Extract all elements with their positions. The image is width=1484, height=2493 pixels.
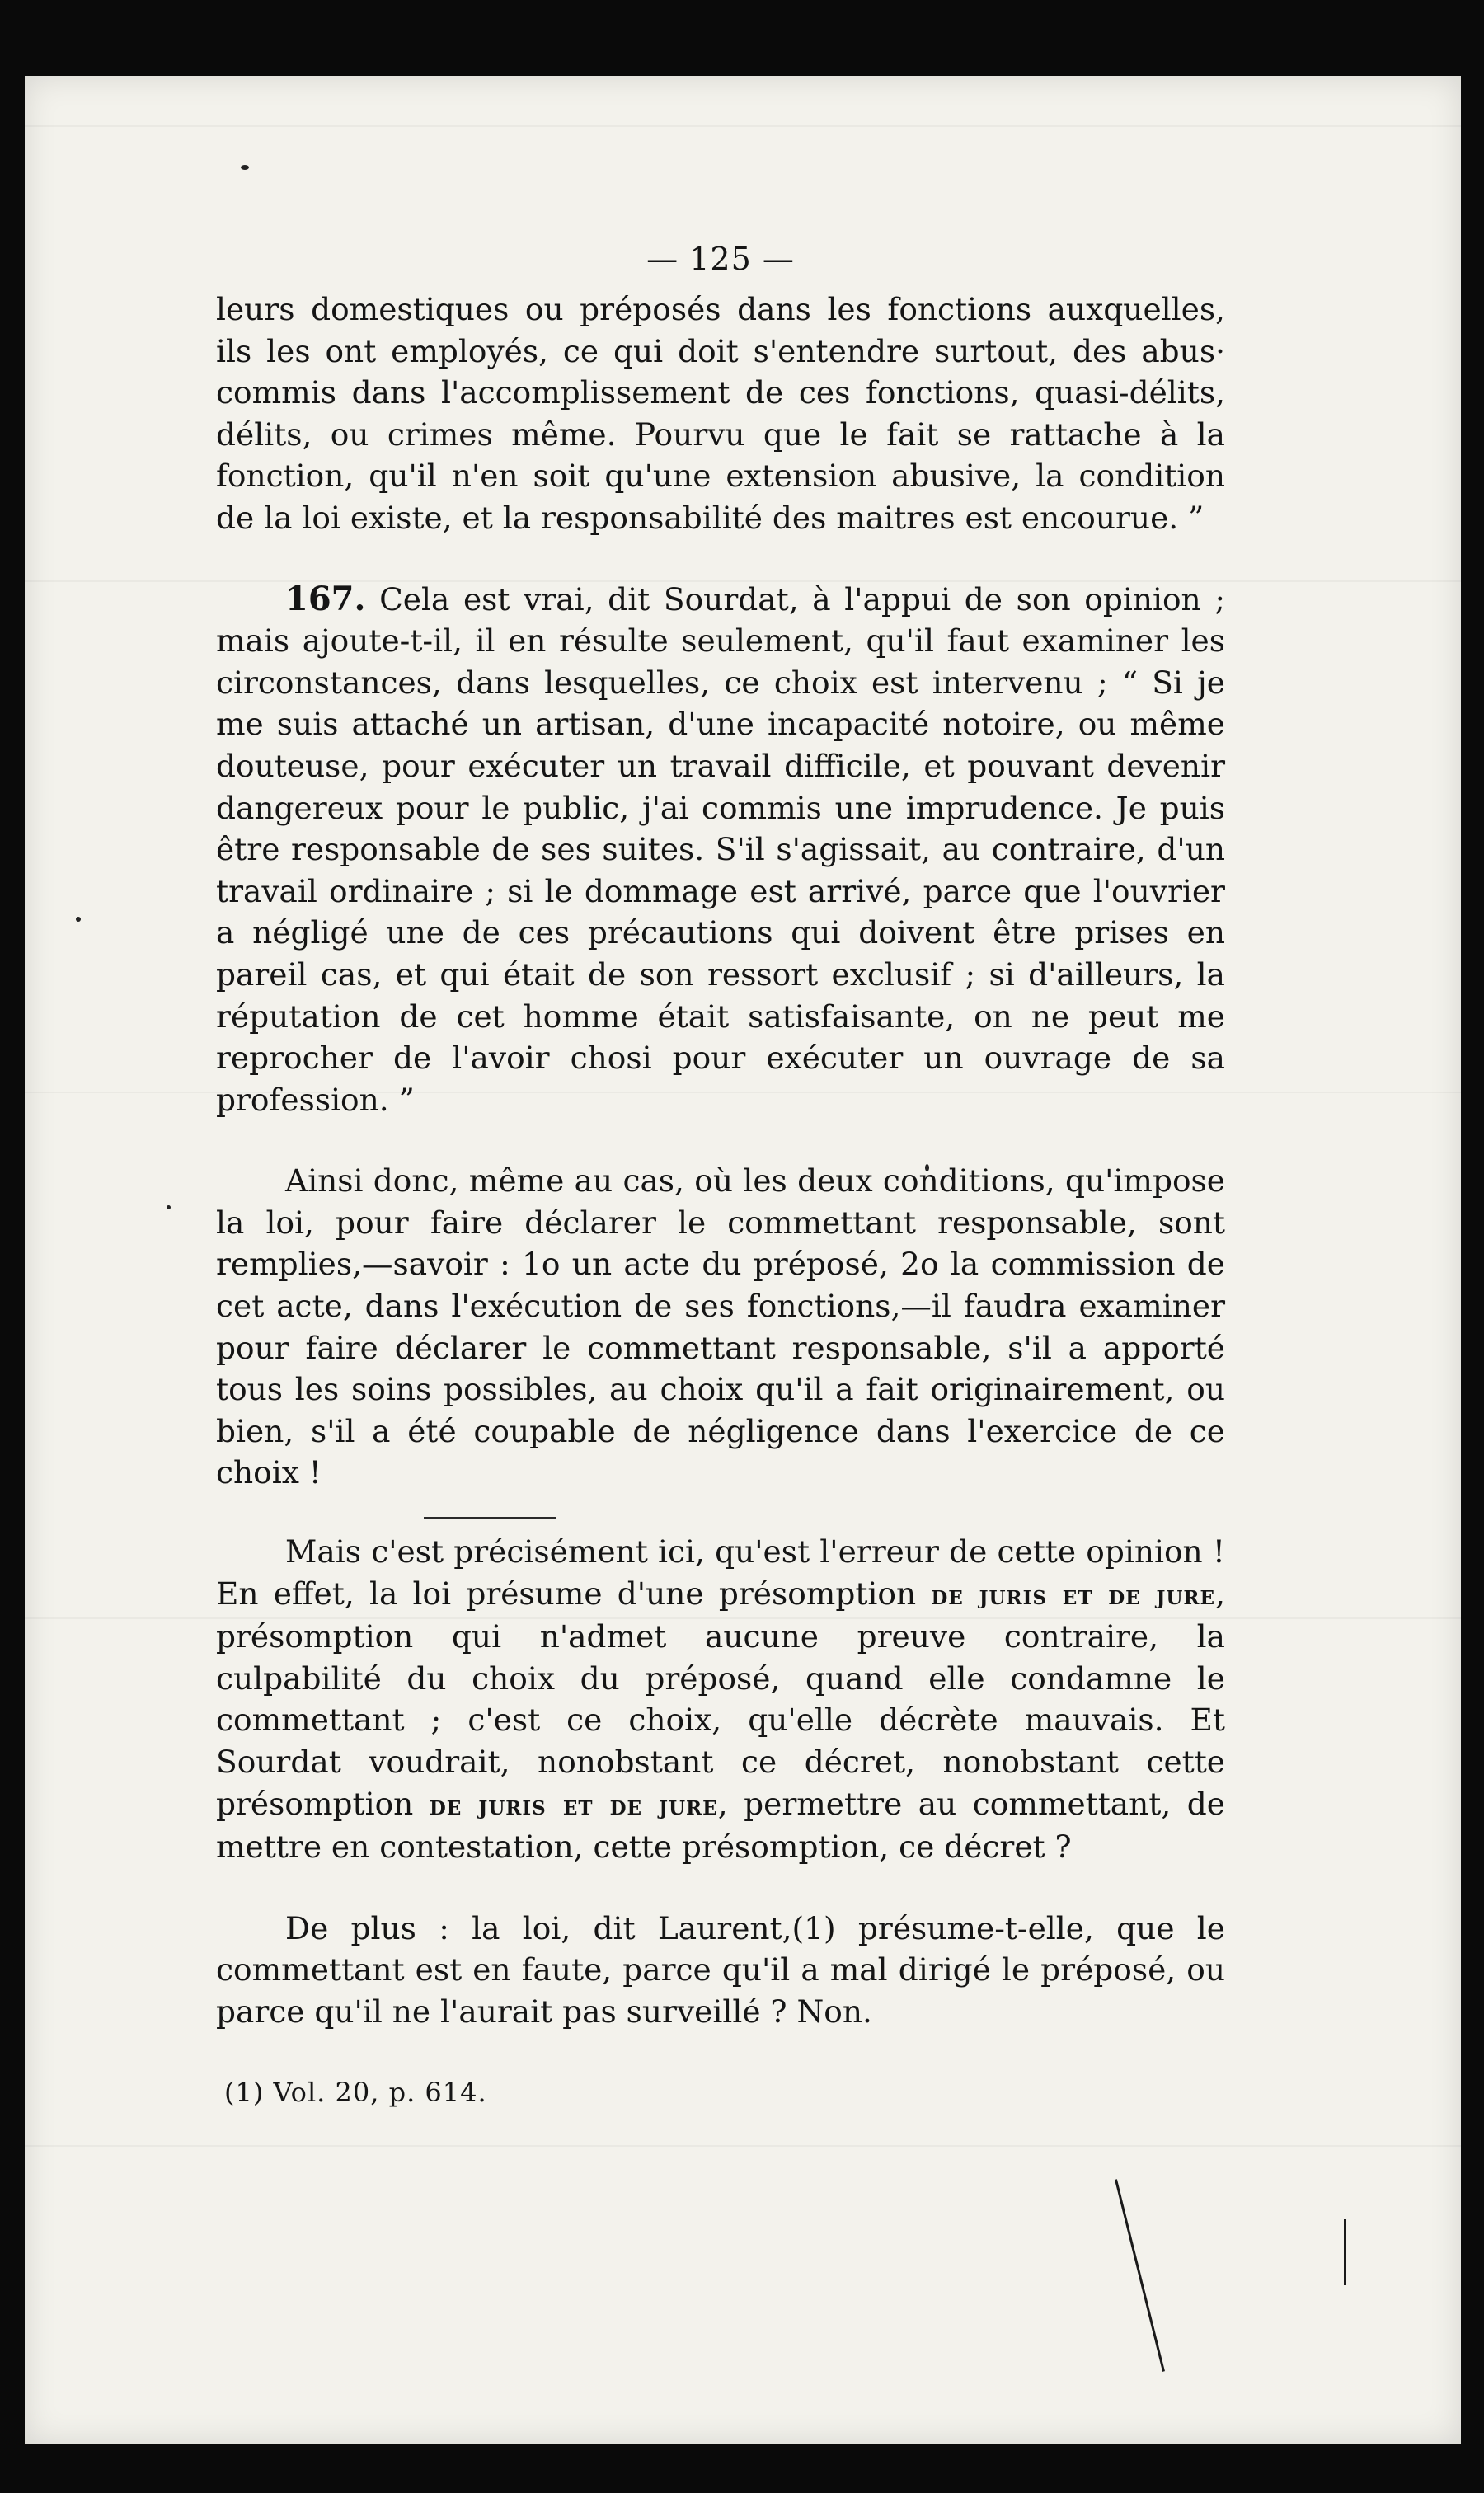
section-number: 167.	[285, 579, 366, 618]
ink-speck	[167, 1205, 171, 1209]
paragraph-continuation: leurs domestiques ou préposés dans les fonctions auxquelles, ils les ont employés, ce qui doit s'entendre surtout, des abus· commis dans l'accomplissement de ces fonctions, quasi-délits, délits, ou crimes même. Pourvu que le fait se rattache à la fonction, qu'il n'en soit qu'une extension abusive, la condition de la loi existe, et la responsabilité des maitres est encourue. ”	[216, 291, 1225, 536]
paper-line	[25, 125, 1461, 127]
paragraph-mais	[216, 1531, 1225, 1868]
ink-speck	[76, 917, 81, 922]
paragraph-167	[216, 579, 1225, 1121]
paragraph-mais-text-a: Mais c'est précisément ici, qu'est l'erreur de cette opinion ! En effet, la loi présume d'une présomption	[216, 1533, 1225, 1612]
latin-phrase: de juris et de jure	[931, 1578, 1216, 1611]
paragraph-mais-text-c: , permettre au commettant, de mettre en contestation, cette présomption, ce décret ?	[216, 1785, 1225, 1866]
page-text	[216, 241, 1225, 2110]
footnote: (1) Vol. 20, p. 614.	[224, 2076, 487, 2108]
pen-mark	[1115, 2179, 1165, 2372]
book-page	[25, 76, 1461, 2444]
pen-mark	[1344, 2219, 1346, 2285]
paragraph-ainsi-donc: Ainsi donc, même au cas, où les deux conditions, qu'impose la loi, pour faire déclarer le commettant responsable, sont remplies,—savoir : 1o un acte du préposé, 2o la commission de cet acte, dans l'exécution de ses fonctions,—il faudra examiner pour faire déclarer le commettant responsable, s'il a apporté tous les soins possibles, au choix qu'il a fait originairement, ou bien, s'il a été coupable de négligence dans l'exercice de ce choix !	[216, 1162, 1225, 1491]
ink-speck	[241, 165, 249, 170]
paragraph-167-text: Cela est vrai, dit Sourdat, à l'appui de son opinion ; mais ajoute-t-il, il en résulte seulement, qu'il faut examiner les circonstances, dans lesquelles, ce choix est intervenu ; “ Si je me suis attaché un artisan, d'une incapacité notoire, ou même douteuse, pour exécuter un travail difficile, et pouvant devenir dangereux pour le public, j'ai commis une imprudence. Je puis être responsable de ses suites. S'il s'agissait, au contraire, d'un travail ordinaire ; si le dommage est arrivé, parce que l'ouvrier a négligé une de ces précautions qui doivent être prises en pareil cas, et qui était de son ressort exclusif ; si d'ailleurs, la réputation de cet homme était satisfaisante, on ne peut me reprocher de l'avoir chosi pour exécuter un ouvrage de sa profession. ”	[216, 580, 1225, 1118]
page-number: — 125 —	[646, 241, 795, 277]
latin-phrase: de juris et de jure	[429, 1788, 718, 1821]
separator-rule	[424, 1517, 556, 1519]
paper-line	[25, 2145, 1461, 2147]
paragraph-mais-text-b: , présomption qui n'admet aucune preuve contraire, la culpabilité du choix du préposé, quand elle condamne le commettant ; c'est ce choix, qu'elle décrète mauvais. Et Sourdat voudrait, nonobstant ce décret, nonobstant cette présomption	[216, 1575, 1226, 1822]
paragraph-de-plus: De plus : la loi, dit Laurent,(1) présume-t-elle, que le commettant est en faute, parce qu'il a mal dirigé le préposé, ou parce qu'il ne l'aurait pas surveillé ? Non.	[216, 1909, 1225, 2030]
